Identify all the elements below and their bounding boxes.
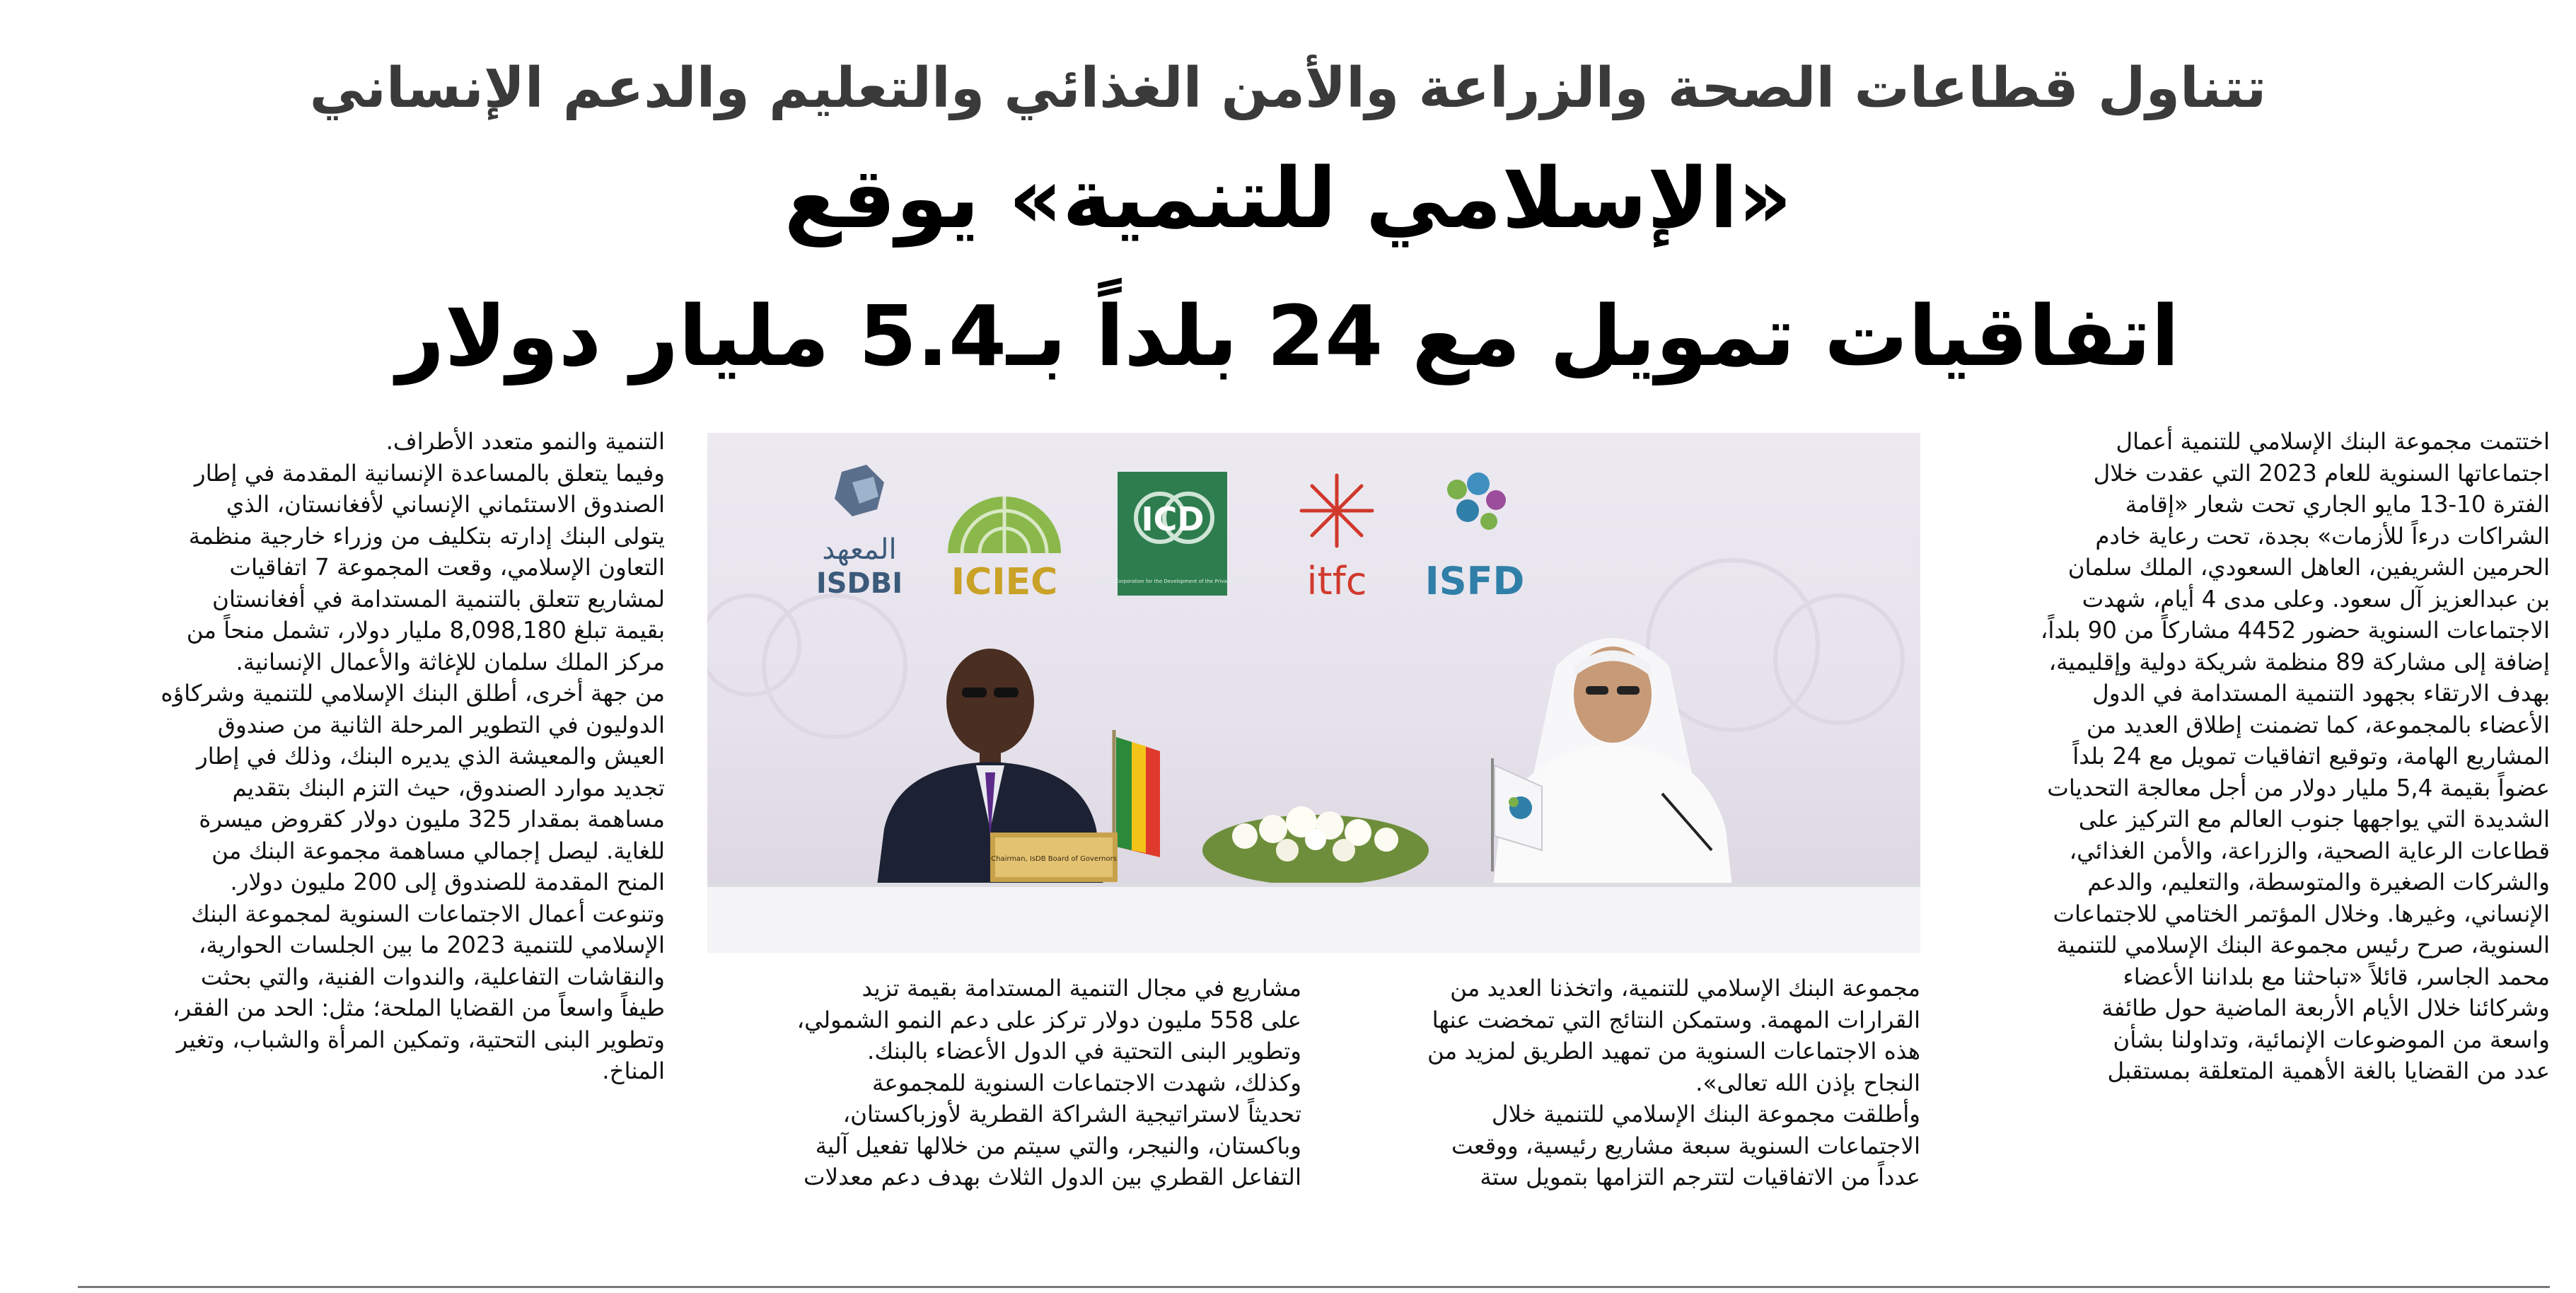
text-line: اختتمت مجموعة البنك الإسلامي للتنمية أعمال — [2116, 428, 2550, 455]
text-line: الحرمين الشريفين، العاهل السعودي، الملك سلمان — [2067, 554, 2550, 581]
nameplate-label: Chairman, IsDB Board of Governors — [991, 855, 1117, 863]
itfc-sunburst-icon — [1301, 475, 1372, 546]
flag-icon — [1114, 730, 1160, 871]
itfc-label: itfc — [1306, 559, 1367, 603]
text-line: السنوية، صرح رئيس مجموعة البنك الإسلامي للتنمية — [2056, 932, 2550, 958]
text-line: على 558 مليون دولار تركز على دعم النمو الشمولي، — [796, 1006, 1301, 1033]
text-line: مركز الملك سلمان للإغاثة والأعمال الإنسانية. — [236, 648, 665, 676]
text-line: الاجتماعات السنوية حضور 4452 مشاركاً من 90 بلداً، — [2040, 617, 2550, 644]
flower-arrangement — [1202, 806, 1429, 886]
icd-caption: Islamic Corporation for the Development of the Private Sector — [1096, 579, 1250, 584]
text-line: الإسلامي للتنمية 2023 ما بين الجلسات الحوارية، — [198, 932, 665, 958]
text-line: للغاية. ليصل إجمالي مساهمة مجموعة البنك من — [211, 837, 665, 864]
person-right — [1492, 638, 1733, 893]
text-line: عدد من القضايا بالغة الأهمية المتعلقة بمستقبل — [2107, 1057, 2550, 1084]
text-line: لمشاريع تتعلق بالتنمية المستدامة في أفغانستان — [212, 585, 665, 613]
text-line: بن عبدالعزيز آل سعود. وعلى مدى 4 أيام، شهدت — [2082, 585, 2550, 613]
text-line: التنمية والنمو متعدد الأطراف. — [385, 428, 665, 455]
kicker-subtitle: تتناول قطاعات الصحة والزراعة والأمن الغذائي والتعليم والدعم الإنساني — [309, 57, 2267, 120]
text-line: عدداً من الاتفاقيات لتترجم التزامها بتمويل ستة — [1480, 1164, 1920, 1190]
isdbi-label: ISDBI — [816, 567, 903, 600]
text-line: من جهة أخرى، أطلق البنك الإسلامي للتنمية وشركاؤه — [161, 680, 665, 707]
text-line: الصندوق الاستئماني الإنساني لأفغانستان، الذي — [226, 491, 665, 518]
text-line: بقيمة تبلغ 8,098,180 مليار دولار، تشمل منحاً من — [186, 617, 665, 644]
text-line: مشاريع في مجال التنمية المستدامة بقيمة تزيد — [861, 975, 1301, 1002]
text-line: الدوليون في التطوير المرحلة الثانية من صندوق — [217, 711, 665, 738]
bottom-divider — [78, 1286, 2550, 1288]
text-line: واسعة من الموضوعات الإنمائية، وتداولنا بشأن — [2113, 1026, 2550, 1053]
text-line: الشراكات درءاً للأزمات» بجدة، تحت رعاية خادم — [2095, 522, 2550, 550]
isdbi-arabic-label: المعهد — [822, 533, 897, 566]
isfd-label: ISFD — [1425, 559, 1525, 603]
text-line: يتولى البنك إدارته بتكليف من وزراء خارجية منظمة — [188, 522, 665, 550]
text-line: تجديد موارد الصندوق، حيث التزم البنك بتقديم — [232, 774, 665, 801]
icd-label: ICD — [1141, 500, 1205, 538]
text-line: وفيما يتعلق بالمساعدة الإنسانية المقدمة في إطار — [194, 459, 665, 487]
text-line: الإنساني، وغيرها. وخلال المؤتمر الختامي للاجتماعات — [2053, 900, 2550, 927]
text-line: اجتماعاتها السنوية للعام 2023 التي عقدت خلال — [2093, 459, 2550, 487]
text-line: التعاون الإسلامي، وقعت المجموعة 7 اتفاقيات — [229, 554, 665, 581]
text-line: وباكستان، والنيجر، والتي سيتم من خلالها تفعيل آلية — [815, 1132, 1301, 1159]
text-line: مجموعة البنك الإسلامي للتنمية، واتخذنا العديد من — [1450, 975, 1920, 1002]
text-line: المشاريع الهامة، وتوقيع اتفاقيات تمويل مع 24 بلداً — [2072, 743, 2550, 770]
text-line: العيش والمعيشة الذي يديره البنك، وذلك في إطار — [196, 743, 665, 770]
text-line: قطاعات الرعاية الصحية، والزراعة، والأمن الغذائي، — [2069, 837, 2550, 864]
iciec-label: ICIEC — [951, 561, 1058, 603]
text-line: طيفاً واسعاً من القضايا الملحة؛ مثل: الحد من الفقر، — [172, 995, 665, 1021]
text-line: وتطوير البنى التحتية، وتمكين المرأة والشباب، وتغير — [176, 1026, 665, 1053]
text-line: بهدف الارتقاء بجهود التنمية المستدامة في الدول — [2092, 680, 2550, 707]
article-column-left — [78, 426, 665, 1087]
text-line: محمد الجاسر، قائلاً «تباحثنا مع بلداننا الأعضاء — [2123, 963, 2550, 990]
text-line: الأعضاء بالمجموعة، كما تضمنت إطلاق العديد من — [2086, 711, 2550, 738]
text-line: القرارات المهمة. وستمكن النتائج التي تمخضت عنها — [1432, 1006, 1920, 1033]
text-line: الشديدة التي يواجهها جنوب العالم مع التركيز على — [2078, 806, 2550, 833]
isfd-logo-icon — [1447, 472, 1506, 530]
text-line: الاجتماعات السنوية سبعة مشاريع رئيسية، ووقعت — [1451, 1132, 1920, 1159]
text-line: تحديثاً لاستراتيجية الشراكة القطرية لأوزباكستان، — [842, 1101, 1301, 1127]
text-line: عضواً بقيمة 5,4 مليار دولار من أجل معالجة التحديات — [2047, 774, 2550, 801]
text-line: وتطوير البنى التحتية في الدول الأعضاء بالبنك. — [867, 1038, 1301, 1065]
text-line: والشركات الصغيرة والمتوسطة، والتعليم، والدعم — [2087, 869, 2550, 895]
headline-line-2: اتفاقيات تمويل مع 24 بلداً بـ5.4 مليار دولار — [396, 287, 2180, 385]
news-photo — [707, 433, 1920, 953]
text-line: وكذلك، شهدت الاجتماعات السنوية للمجموعة — [871, 1069, 1301, 1096]
text-line: وشركائنا خلال الأيام الأربعة الماضية حول طائفة — [2101, 995, 2550, 1021]
conference-table — [707, 886, 1920, 953]
text-line: المنح المقدمة للصندوق إلى 200 مليون دولار. — [230, 869, 665, 895]
text-line: وتنوعت أعمال الاجتماعات السنوية لمجموعة البنك — [190, 900, 665, 927]
iciec-globe-icon — [948, 497, 1061, 553]
text-line: إضافة إلى مشاركة 89 منظمة شريكة دولية وإقليمية، — [2048, 648, 2550, 676]
text-line: وأطلقت مجموعة البنك الإسلامي للتنمية خلال — [1491, 1101, 1920, 1127]
text-line: والنقاشات التفاعلية، والندوات الفنية، والتي بحثت — [200, 963, 665, 990]
article-column-right — [1949, 426, 2550, 1087]
headline-line-1: «الإسلامي للتنمية» يوقع — [784, 149, 1792, 247]
article-column-middle-right — [1330, 973, 1920, 1193]
text-line: النجاح بإذن الله تعالى». — [1695, 1069, 1920, 1096]
text-line: المناخ. — [602, 1057, 665, 1084]
text-line: التفاعل القطري بين الدول الثلاث بهدف دعم معدلات — [803, 1164, 1301, 1190]
article-column-middle-left — [707, 973, 1301, 1193]
text-line: الفترة 10-13 مايو الجاري تحت شعار «إقامة — [2125, 491, 2550, 518]
isdbi-logo-icon — [835, 465, 884, 516]
text-line: مساهمة بمقدار 325 مليون دولار كقروض ميسرة — [199, 806, 665, 833]
text-line: هذه الاجتماعات السنوية من تمهيد الطريق لمزيد من — [1427, 1038, 1920, 1065]
